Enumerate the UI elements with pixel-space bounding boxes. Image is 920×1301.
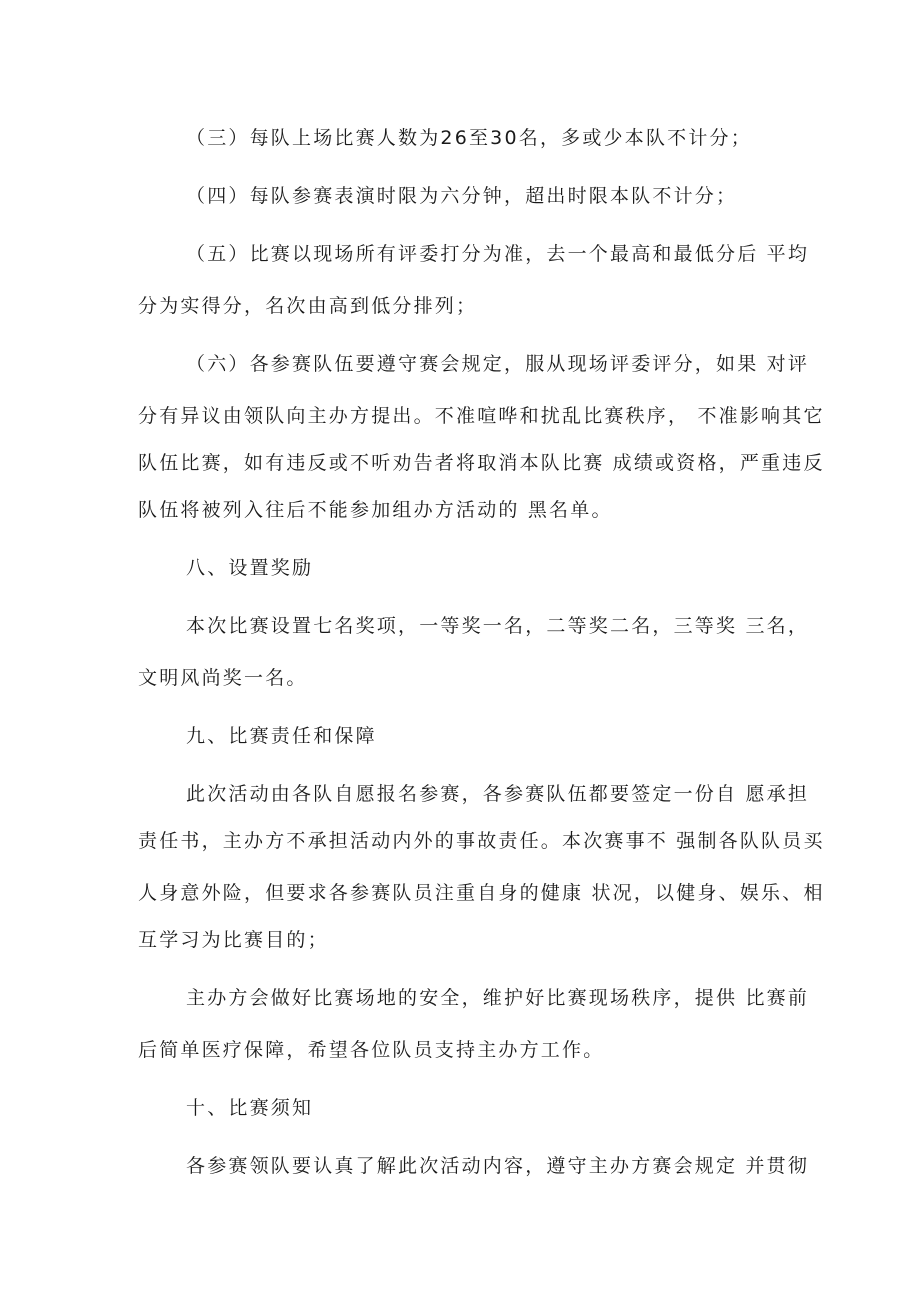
rule-six-line-1: （六）各参赛队伍要遵守赛会规定，服从现场评委评分，如果 对评 xyxy=(186,353,810,375)
section-heading-awards: 八、设置奖励 xyxy=(186,557,314,579)
responsibility-line-4: 互学习为比赛目的； xyxy=(138,929,329,951)
rule-six-line-2: 分有异议由领队向主办方提出。不准喧哗和扰乱比赛秩序， 不准影响其它 xyxy=(138,405,825,427)
awards-line-2: 文明风尚奖一名。 xyxy=(138,667,308,689)
rule-six-line-4: 队伍将被列入往后不能参加组办方活动的 黑名单。 xyxy=(138,499,613,521)
safety-line-2: 后简单医疗保障，希望各位队员支持主办方工作。 xyxy=(138,1039,605,1061)
section-heading-responsibility: 九、比赛责任和保障 xyxy=(186,725,377,747)
rule-five-line-2: 分为实得分，名次由高到低分排列； xyxy=(138,295,478,317)
responsibility-line-3: 人身意外险，但要求各参赛队员注重自身的健康 状况，以健身、娱乐、相 xyxy=(138,882,825,904)
awards-line-1: 本次比赛设置七名奖项，一等奖一名，二等奖二名，三等奖 三名， xyxy=(186,615,810,637)
safety-line-1: 主办方会做好比赛场地的安全，维护好比赛现场秩序，提供 比赛前 xyxy=(186,987,810,1009)
responsibility-line-2: 责任书，主办方不承担活动内外的事故责任。本次赛事不 强制各队队员买 xyxy=(138,830,825,852)
rule-five-line-1: （五）比赛以现场所有评委打分为准，去一个最高和最低分后 平均 xyxy=(186,243,810,265)
rule-four: （四）每队参赛表演时限为六分钟，超出时限本队不计分； xyxy=(186,185,738,207)
section-heading-notice: 十、比赛须知 xyxy=(186,1097,314,1119)
rule-six-line-3: 队伍比赛，如有违反或不听劝告者将取消本队比赛 成绩或资格，严重违反 xyxy=(138,452,825,474)
notice-line-1: 各参赛领队要认真了解此次活动内容，遵守主办方赛会规定 并贯彻 xyxy=(186,1155,810,1177)
rule-three: （三）每队上场比赛人数为26至30名，多或少本队不计分； xyxy=(186,127,752,149)
responsibility-line-1: 此次活动由各队自愿报名参赛，各参赛队伍都要签定一份自 愿承担 xyxy=(186,783,810,805)
